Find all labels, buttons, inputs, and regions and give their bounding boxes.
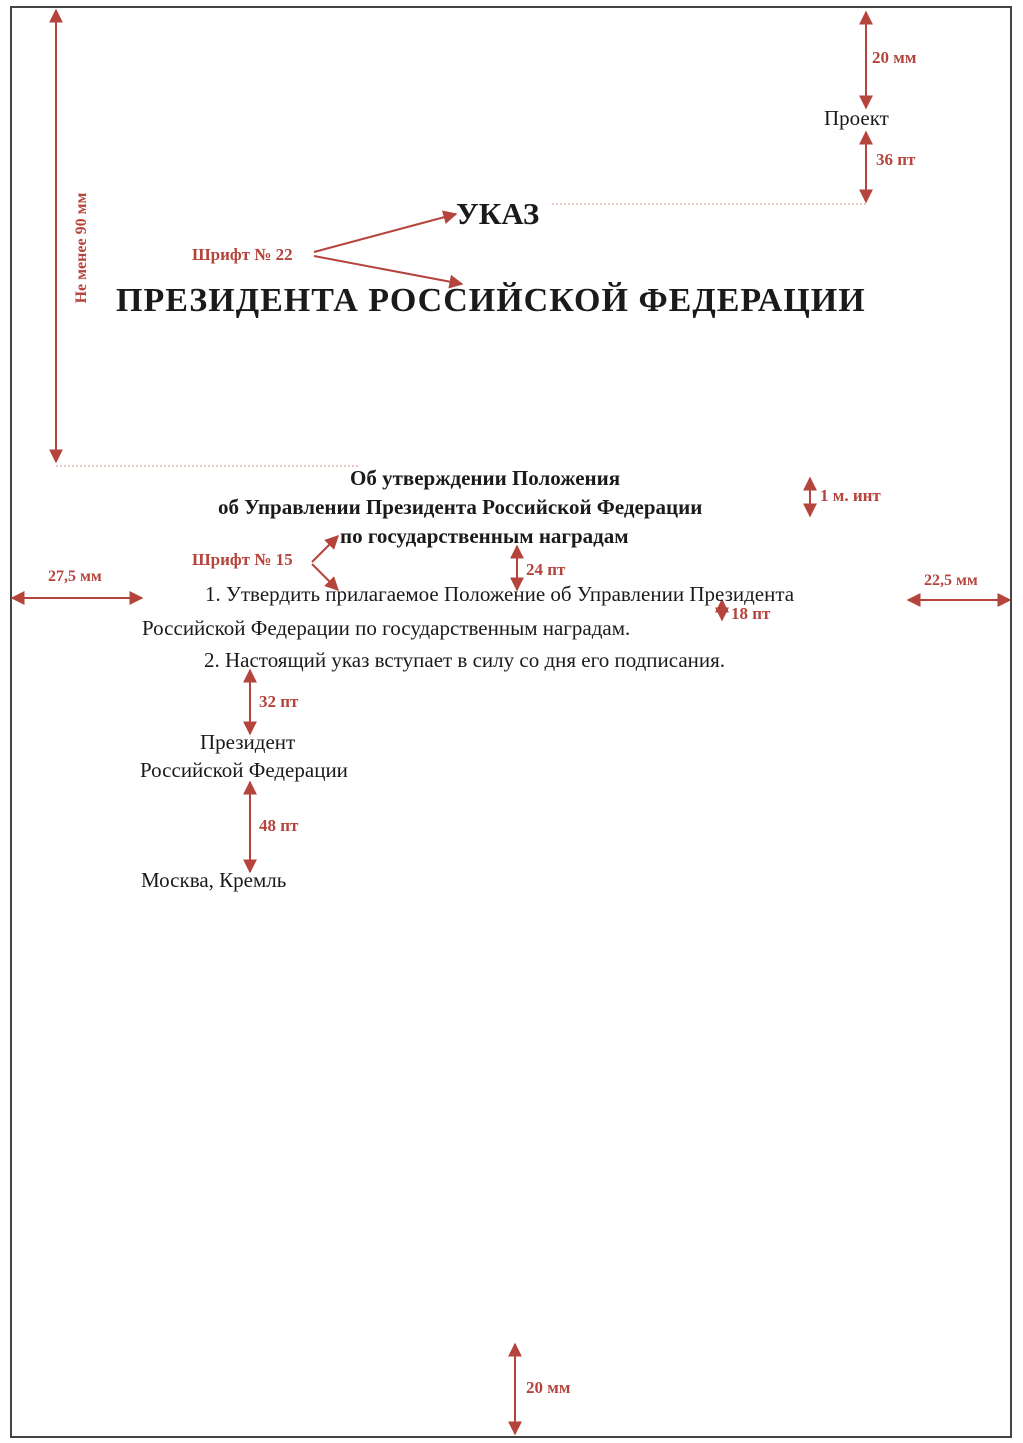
note-after-title: 24 пт bbox=[526, 560, 566, 579]
note-before-signature: 32 пт bbox=[259, 692, 299, 711]
arrow-font22-b bbox=[314, 256, 462, 284]
title-line-3: по государственным наградам bbox=[340, 524, 629, 548]
note-left-margin: 27,5 мм bbox=[48, 568, 102, 585]
arrow-font22-a bbox=[314, 214, 456, 252]
note-right-margin: 22,5 мм bbox=[924, 572, 978, 589]
signature-line-2: Российской Федерации bbox=[140, 758, 348, 782]
title-line-1: Об утверждении Положения bbox=[350, 466, 621, 490]
heading-president: ПРЕЗИДЕНТА РОССИЙСКОЙ ФЕДЕРАЦИИ bbox=[116, 282, 866, 319]
signature-line-1: Президент bbox=[200, 730, 296, 754]
heading-ukaz: УКАЗ bbox=[456, 196, 540, 231]
arrow-font15-a bbox=[312, 536, 338, 562]
note-after-draft: 36 пт bbox=[876, 150, 916, 169]
title-line-2: об Управлении Президента Российской Федерации bbox=[218, 495, 703, 519]
body-line-1: 1. Утвердить прилагаемое Положение об Управлении Президента bbox=[205, 582, 795, 606]
note-before-place: 48 пт bbox=[259, 816, 299, 835]
draft-label: Проект bbox=[824, 106, 889, 130]
place-label: Москва, Кремль bbox=[141, 868, 287, 892]
note-bottom-margin: 20 мм bbox=[526, 1378, 571, 1397]
note-title-spacing: 1 м. инт bbox=[820, 486, 881, 505]
body-line-2: Российской Федерации по государственным наградам. bbox=[142, 616, 631, 640]
note-title-font: Шрифт № 15 bbox=[192, 550, 293, 569]
note-top-margin: 20 мм bbox=[872, 48, 917, 67]
body-line-3: 2. Настоящий указ вступает в силу со дня его подписания. bbox=[204, 648, 726, 672]
note-title-block-min: Не менее 90 мм bbox=[73, 192, 90, 304]
note-line-spacing: 18 пт bbox=[731, 604, 771, 623]
note-heading-font: Шрифт № 22 bbox=[192, 245, 293, 264]
